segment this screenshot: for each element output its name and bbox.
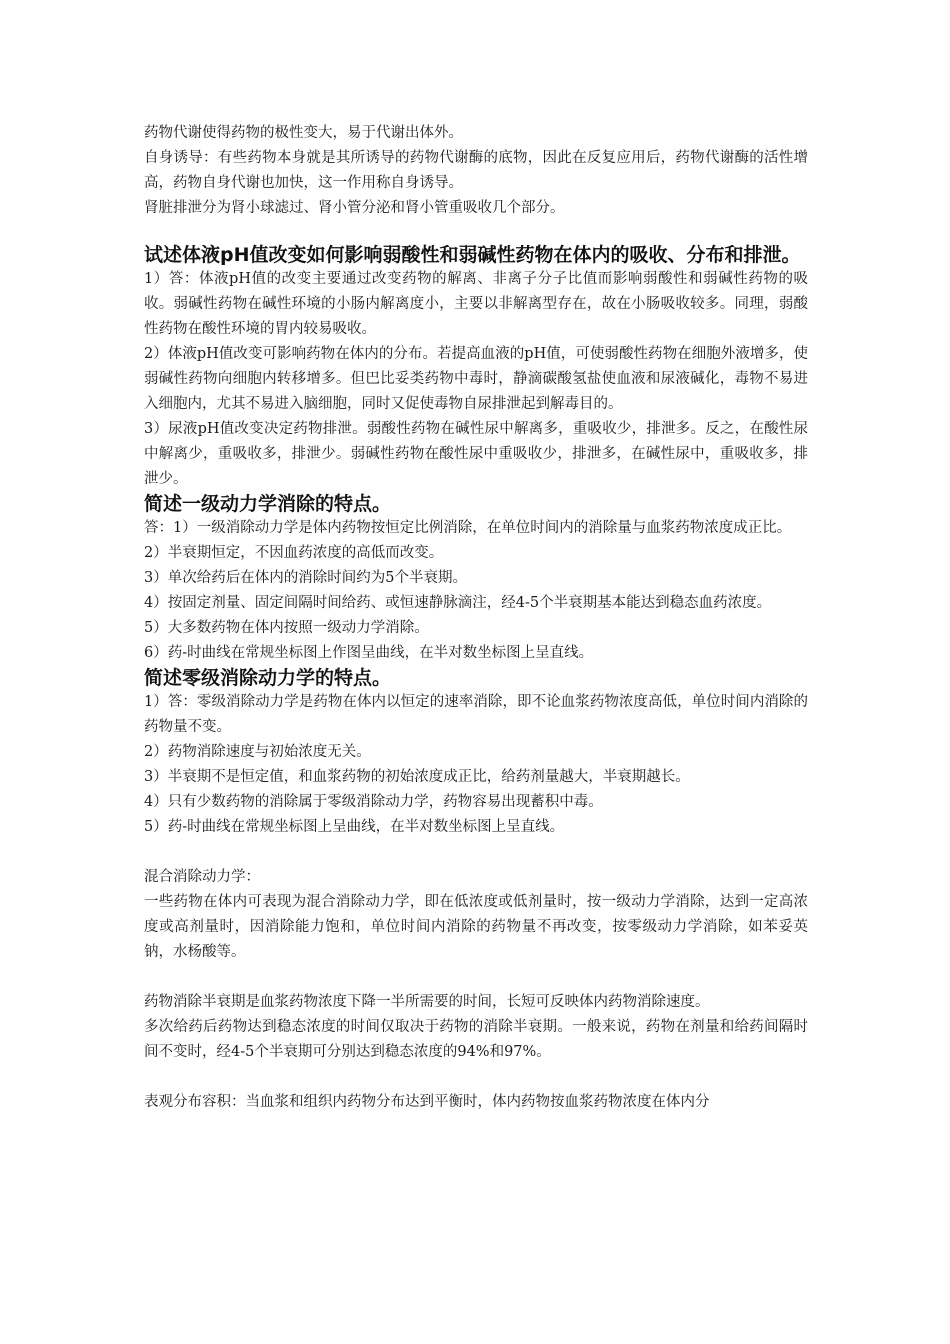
section-heading-zero-order: 简述零级消除动力学的特点。 [144, 667, 392, 689]
section2-paragraph-3: 3）单次给药后在体内的消除时间约为5个半衰期。 [144, 570, 467, 586]
section2-paragraph-1: 答：1）一级消除动力学是体内药物按恒定比例消除，在单位时间内的消除量与血浆药物浓度成正比。 [144, 520, 792, 536]
section3-paragraph-3: 3）半衰期不是恒定值，和血浆药物的初始浓度成正比，给药剂量越大，半衰期越长。 [144, 769, 690, 785]
vd-paragraph: 表观分布容积：当血浆和组织内药物分布达到平衡时，体内药物按血浆药物浓度在体内分 [144, 1094, 710, 1110]
section2-paragraph-2: 2）半衰期恒定，不因血药浓度的高低而改变。 [144, 545, 444, 561]
intro-paragraph-2: 自身诱导：有些药物本身就是其所诱导的药物代谢酶的底物，因此在反复应用后，药物代谢酶的活性增高，药物自身代谢也加快，这一作用称自身诱导。 [144, 150, 808, 191]
halflife-paragraph-2: 多次给药后药物达到稳态浓度的时间仅取决于药物的消除半衰期。一般来说，药物在剂量和给药间隔时间不变时，经4-5个半衰期可分别达到稳态浓度的94%和97%。 [144, 1019, 808, 1060]
section-heading-first-order: 简述一级动力学消除的特点。 [144, 493, 392, 515]
section3-paragraph-2: 2）药物消除速度与初始浓度无关。 [144, 744, 371, 760]
document-page [144, 121, 808, 1115]
section-heading-ph: 试述体液pH值改变如何影响弱酸性和弱碱性药物在体内的吸收、分布和排泄。 [144, 244, 801, 266]
spacer [144, 840, 808, 865]
section2-paragraph-6: 6）药-时曲线在常规坐标图上作图呈曲线，在半对数坐标图上呈直线。 [144, 645, 594, 661]
spacer [144, 221, 808, 243]
halflife-paragraph-1: 药物消除半衰期是血浆药物浓度下降一半所需要的时间，长短可反映体内药物消除速度。 [144, 994, 710, 1010]
section3-paragraph-4: 4）只有少数药物的消除属于零级消除动力学，药物容易出现蓄积中毒。 [144, 794, 603, 810]
section1-paragraph-2: 2）体液pH值改变可影响药物在体内的分布。若提高血液的pH值，可使弱酸性药物在细胞外液增多，使弱碱性药物向细胞内转移增多。但巴比妥类药物中毒时，静滴碳酸氢盐使血液和尿液碱化，毒物不易进入细胞内，尤其不易进入脑细胞，同时又促使毒物自尿排泄起到解毒目的。 [144, 346, 808, 412]
mixed-body: 一些药物在体内可表现为混合消除动力学，即在低浓度或低剂量时，按一级动力学消除，达到一定高浓度或高剂量时，因消除能力饱和，单位时间内消除的药物量不再改变，按零级动力学消除，如苯妥英钠，水杨酸等。 [144, 894, 808, 960]
mixed-title: 混合消除动力学： [144, 869, 260, 885]
section2-paragraph-5: 5）大多数药物在体内按照一级动力学消除。 [144, 620, 429, 636]
section1-paragraph-1: 1）答：体液pH值的改变主要通过改变药物的解离、非离子分子比值而影响弱酸性和弱碱性药物的吸收。弱碱性药物在碱性环境的小肠内解离度小，主要以非解离型存在，故在小肠吸收较多。同理，弱酸性药物在酸性环境的胃内较易吸收。 [144, 271, 808, 337]
section2-paragraph-4: 4）按固定剂量、固定间隔时间给药、或恒速静脉滴注，经4-5个半衰期基本能达到稳态血药浓度。 [144, 595, 772, 611]
section3-paragraph-5: 5）药-时曲线在常规坐标图上呈曲线，在半对数坐标图上呈直线。 [144, 819, 565, 835]
intro-paragraph-3: 肾脏排泄分为肾小球滤过、肾小管分泌和肾小管重吸收几个部分。 [144, 200, 565, 216]
section3-paragraph-1: 1）答：零级消除动力学是药物在体内以恒定的速率消除，即不论血浆药物浓度高低，单位时间内消除的药物量不变。 [144, 694, 808, 735]
spacer [144, 1065, 808, 1090]
section1-paragraph-3: 3）尿液pH值改变决定药物排泄。弱酸性药物在碱性尿中解离多，重吸收少，排泄多。反之，在酸性尿中解离少，重吸收多，排泄少。弱碱性药物在酸性尿中重吸收少，排泄多，在碱性尿中，重吸收多，排泄少。 [144, 421, 808, 487]
spacer [144, 965, 808, 990]
intro-paragraph-1: 药物代谢使得药物的极性变大，易于代谢出体外。 [144, 125, 463, 141]
